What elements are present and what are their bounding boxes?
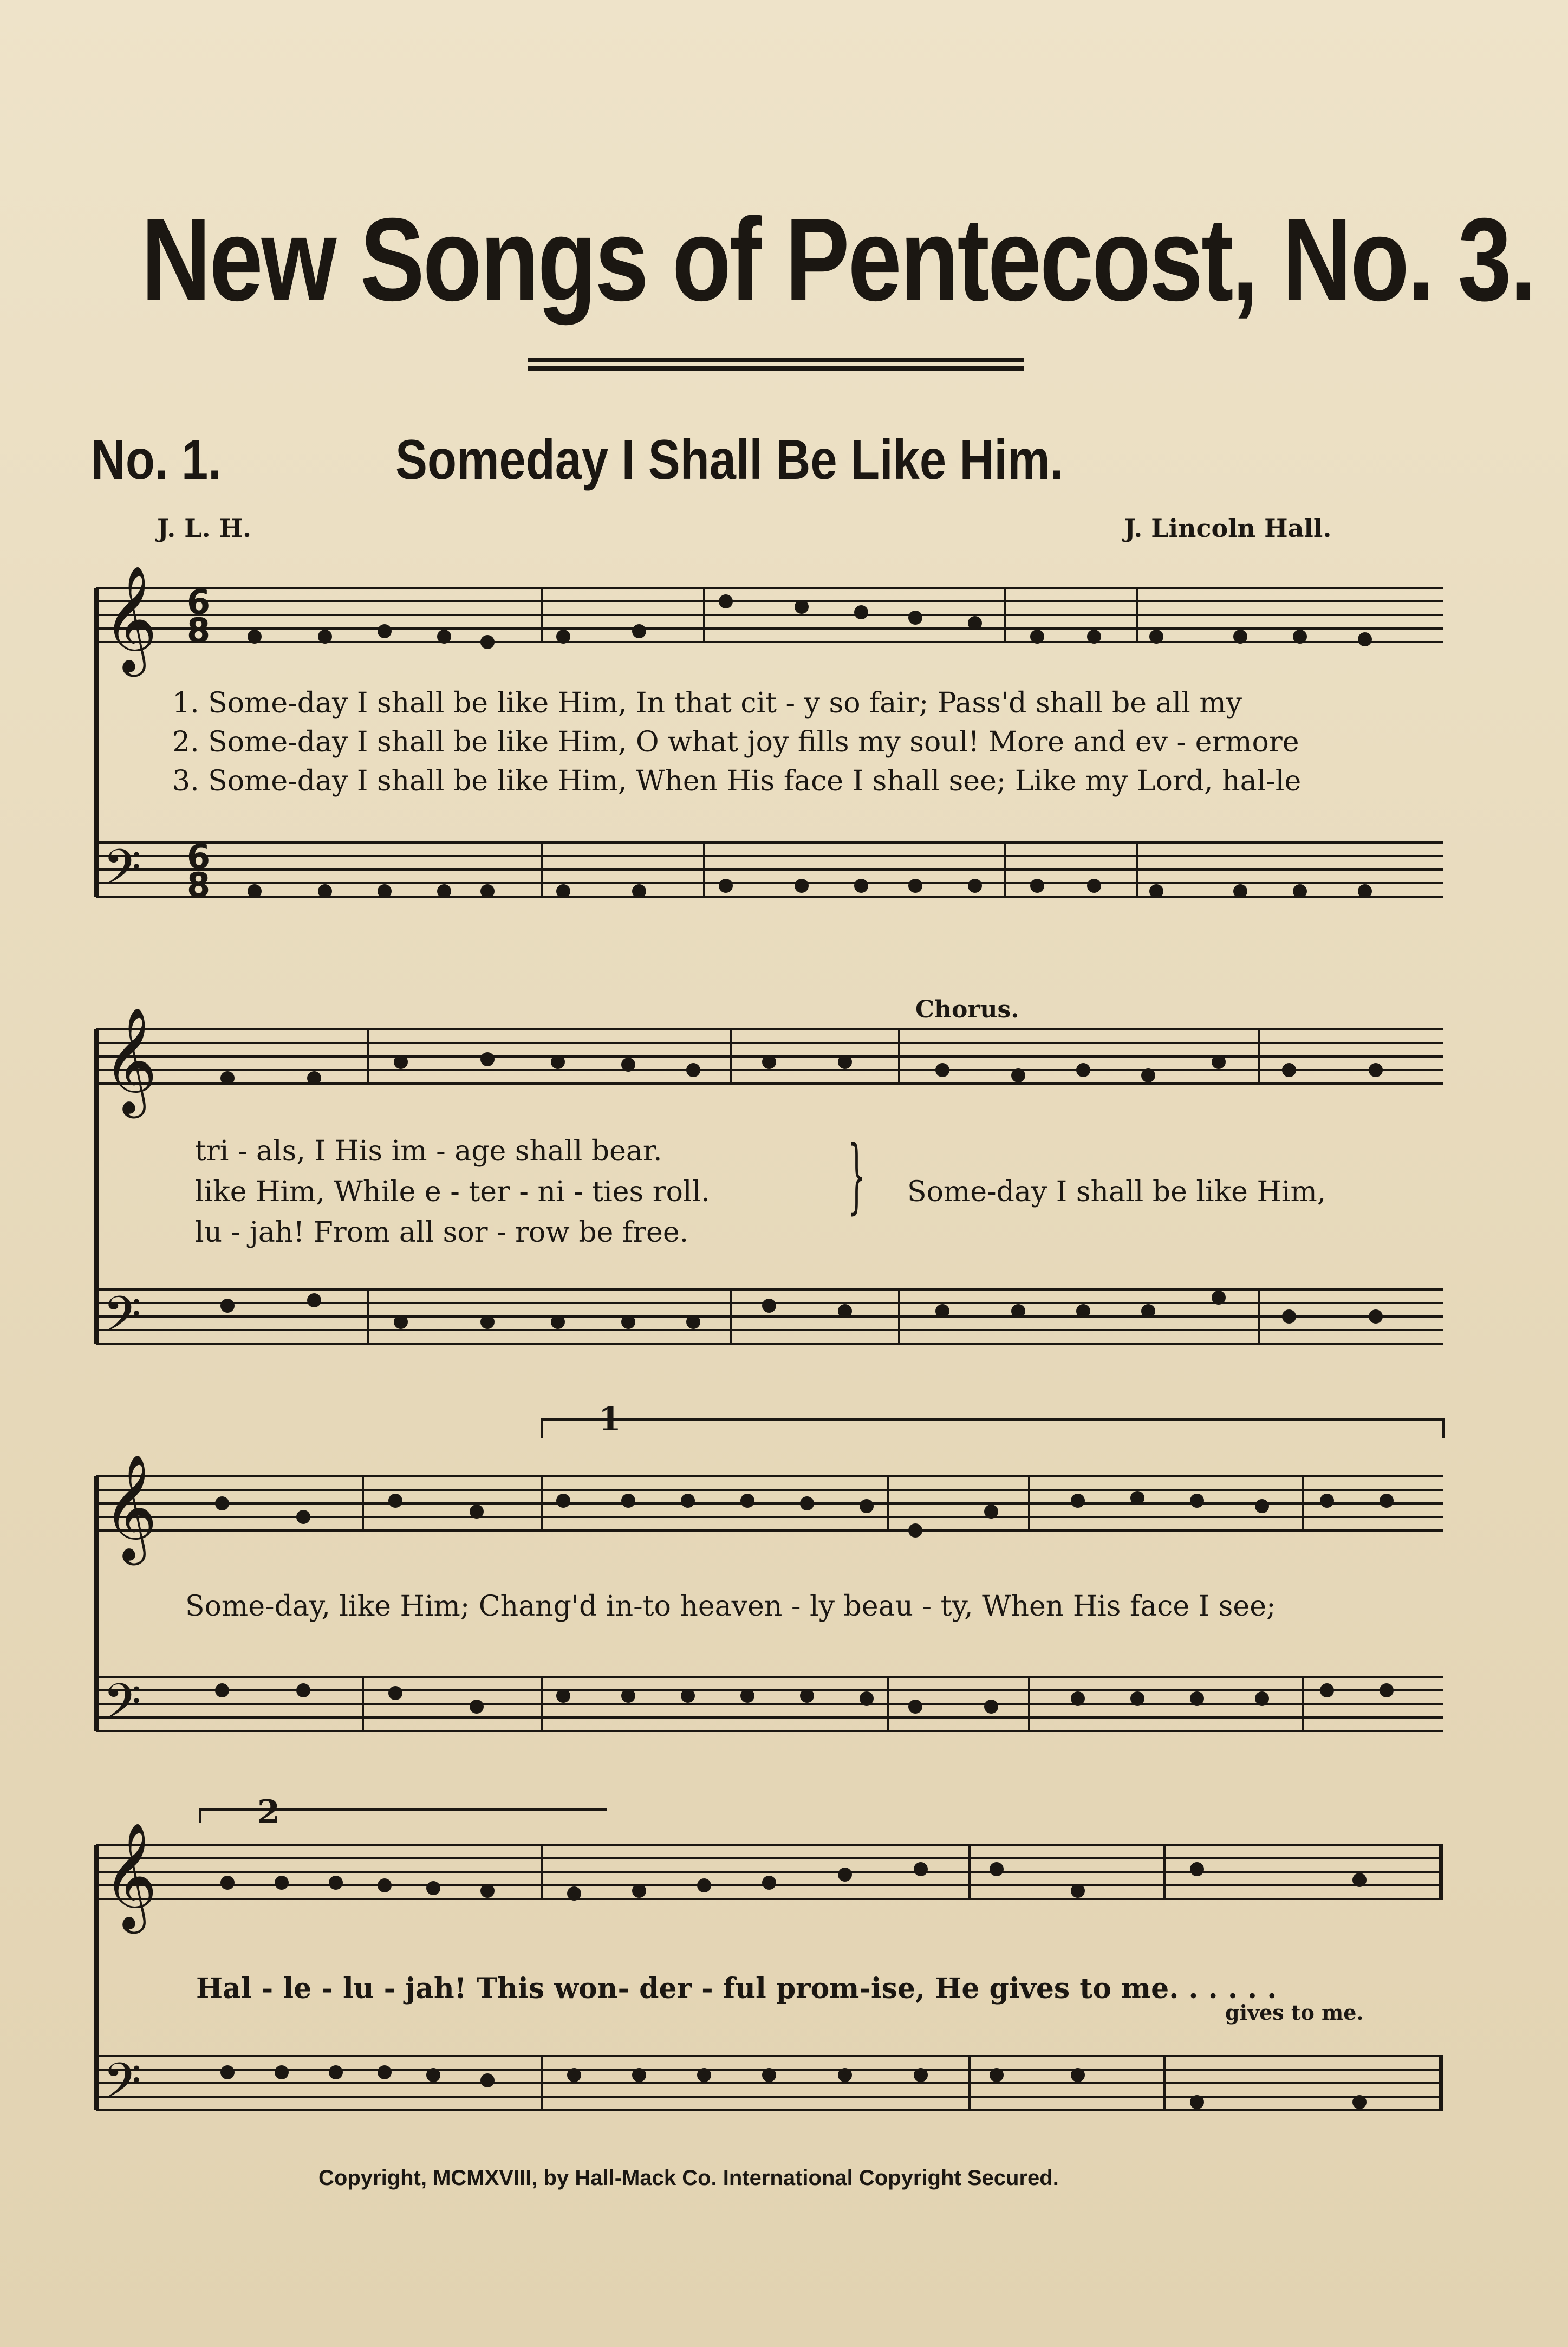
system4-lyric: Hal - le - lu - jah! This won- der - ful prom-ise, He gives to me. . . . . .	[196, 1972, 1277, 2005]
treble-clef-icon: 𝄞	[103, 1007, 158, 1114]
chorus-label: Chorus.	[915, 996, 1019, 1023]
treble-clef-icon: 𝄞	[103, 1822, 158, 1929]
svg-text:8: 8	[187, 611, 211, 650]
book-title: New Songs of Pentecost, No. 3.	[141, 194, 1536, 326]
svg-text:6: 6	[187, 582, 211, 622]
echo-lyric: gives to me.	[1225, 2000, 1364, 2025]
verse-brace: }	[848, 1129, 866, 1223]
system1-verse1: 1. Some-day I shall be like Him, In that cit - y so fair; Pass'd shall be all my	[172, 687, 1242, 719]
lyricist-credit: J. L. H.	[157, 514, 252, 543]
bass-clef-icon: 𝄢	[103, 1286, 141, 1355]
system2-verse1: tri - als, I His im - age shall bear.	[195, 1135, 662, 1168]
treble-clef-icon: 𝄞	[103, 565, 158, 672]
copyright-notice: Copyright, MCMXVIII, by Hall-Mack Co. International Copyright Secured.	[318, 2166, 1059, 2190]
song-title: Someday I Shall Be Like Him.	[395, 429, 1064, 491]
composer-credit: J. Lincoln Hall.	[1124, 514, 1332, 543]
svg-text:6: 6	[187, 837, 211, 877]
bass-clef-icon: 𝄢	[103, 839, 141, 908]
song-number: No. 1.	[91, 429, 222, 491]
system1-verse2: 2. Some-day I shall be like Him, O what joy fills my soul! More and ev - ermore	[172, 726, 1299, 758]
svg-text:8: 8	[187, 865, 211, 905]
bass-clef-icon: 𝄢	[103, 1673, 141, 1742]
system3-lyric: Some-day, like Him; Chang'd in-to heaven - ly beau - ty, When His face I see;	[185, 1590, 1276, 1623]
treble-clef-icon: 𝄞	[103, 1454, 158, 1561]
system2-verse2: like Him, While e - ter - ni - ties roll.	[195, 1176, 710, 1208]
system2-verse3: lu - jah! From all sor - row be free.	[195, 1216, 689, 1249]
volta-1: 1	[598, 1401, 621, 1438]
volta-2: 2	[257, 1793, 280, 1831]
chorus-lyric: Some-day I shall be like Him,	[907, 1176, 1326, 1208]
system1-verse3: 3. Some-day I shall be like Him, When His face I shall see; Like my Lord, hal-le	[172, 765, 1302, 798]
bass-clef-icon: 𝄢	[103, 2052, 141, 2122]
